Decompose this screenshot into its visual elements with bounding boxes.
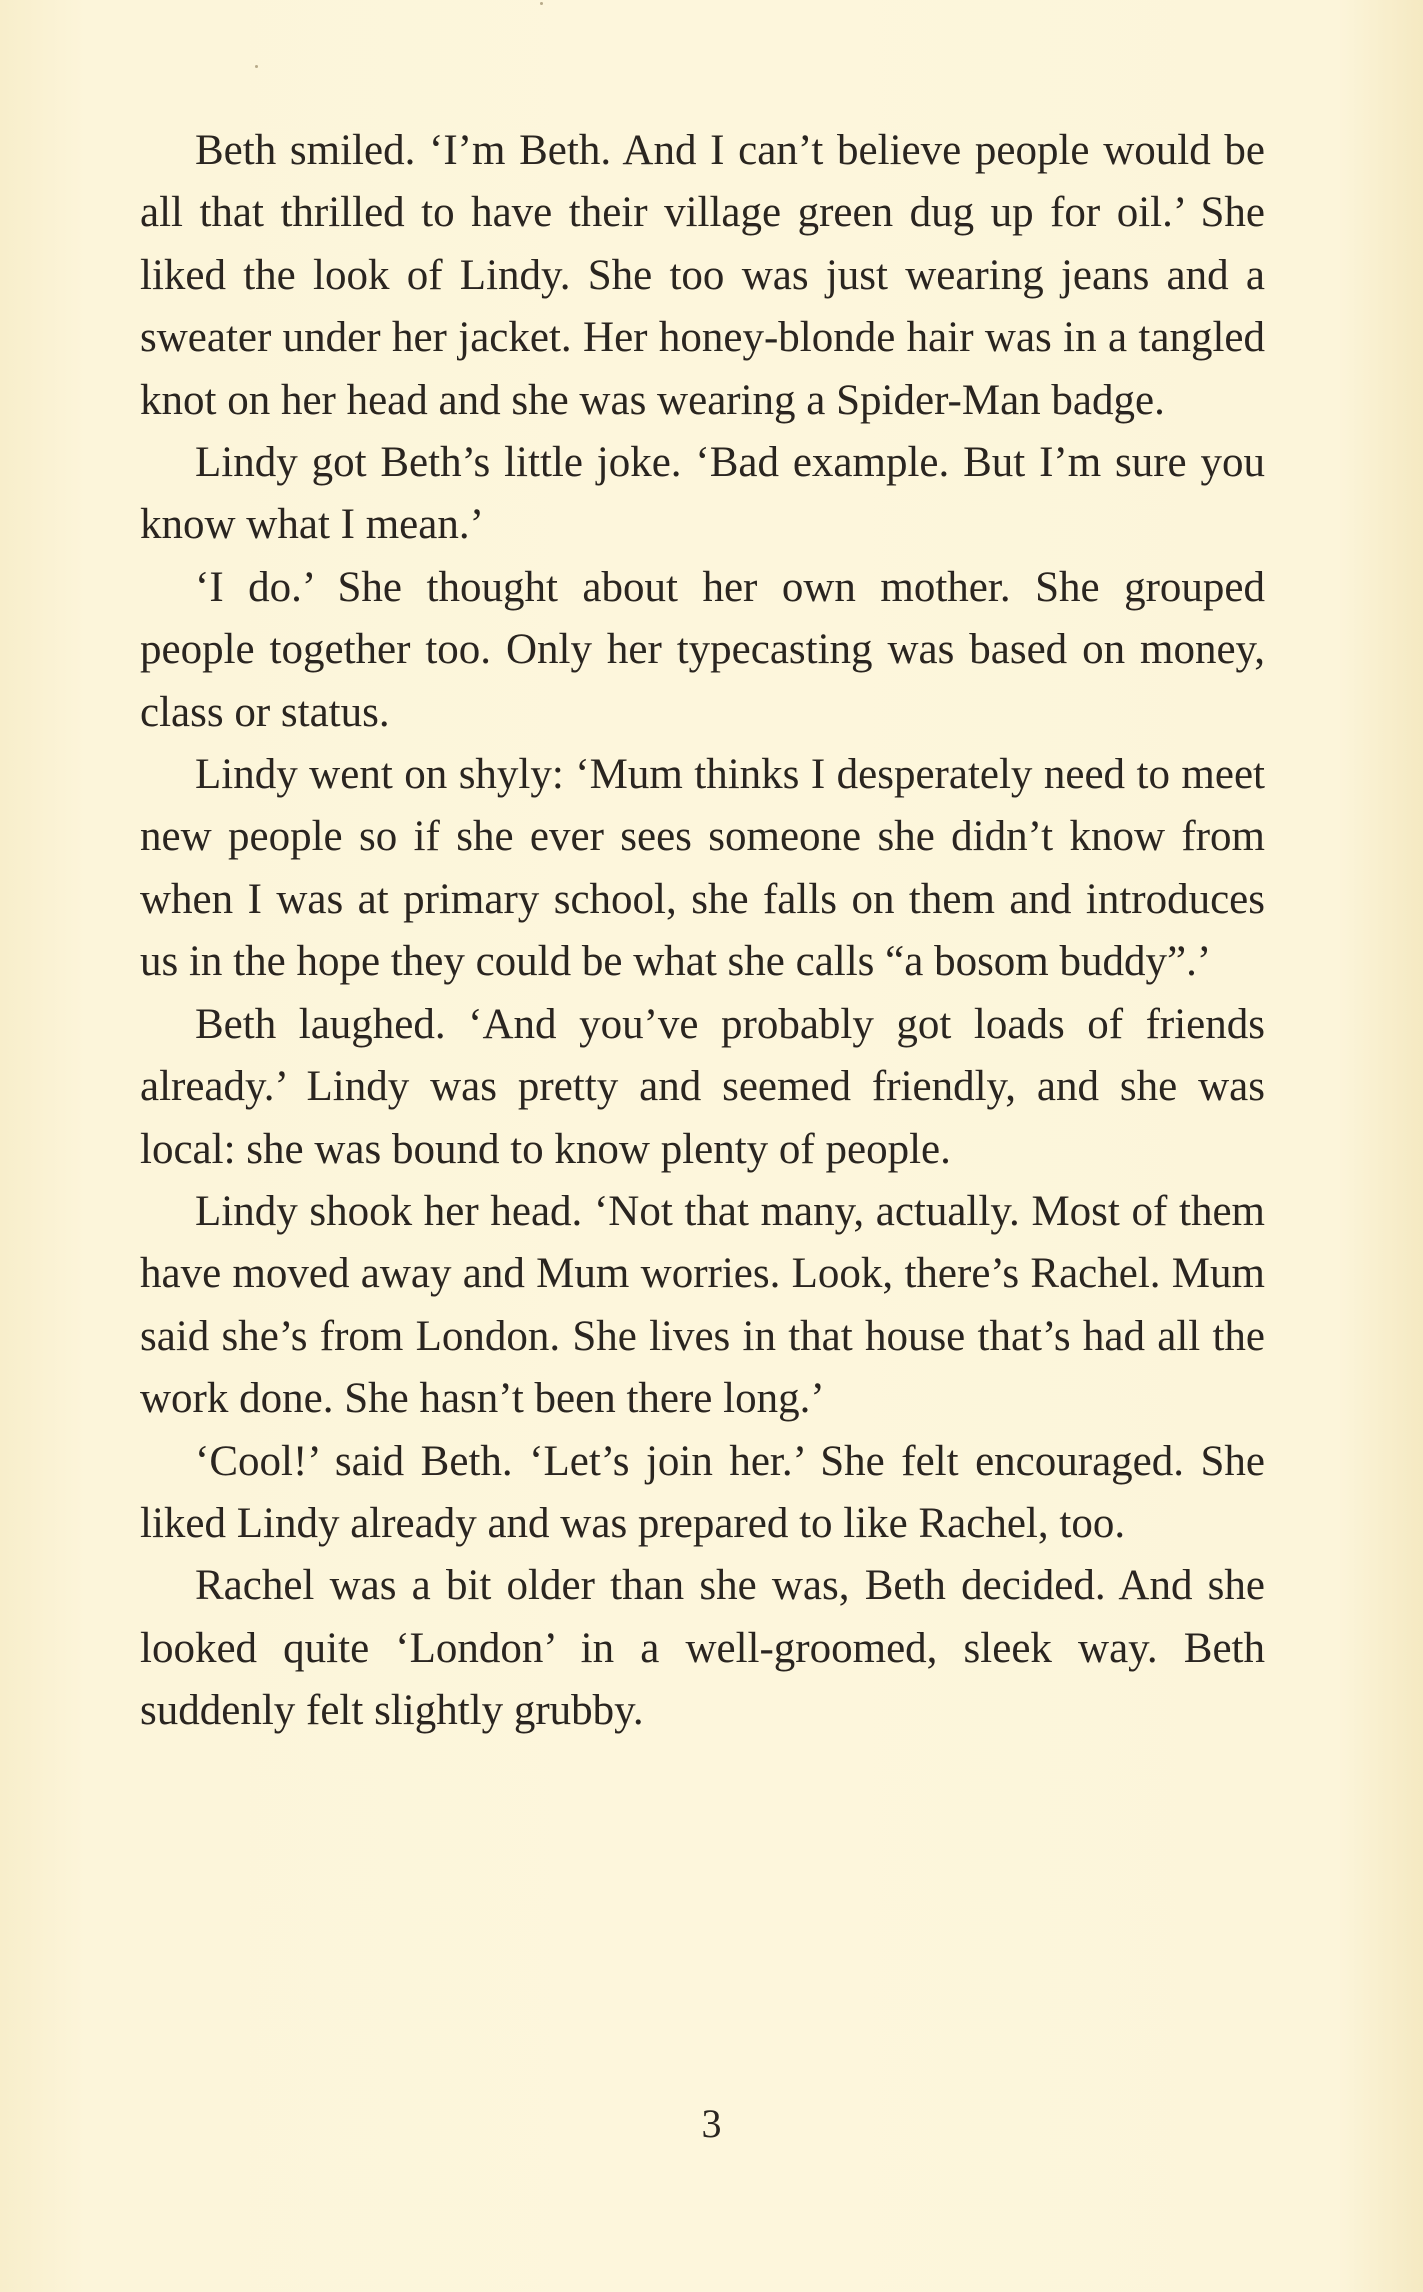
page-number: 3 — [701, 2101, 722, 2146]
paragraph: Rachel was a bit older than she was, Beth decided. And she looked quite ‘London’ in a well-groomed, sleek way. Beth suddenly felt slightly grubby. — [140, 1562, 1265, 1735]
paper-speck — [540, 2, 543, 5]
paragraph: Lindy got Beth’s little joke. ‘Bad example. But I’m sure you know what I mean.’ — [140, 439, 1265, 549]
paragraph: Beth laughed. ‘And you’ve probably got loads of friends already.’ Lindy was pretty and seemed friendly, and she was local: she was bound to know plenty of people. — [140, 1000, 1265, 1173]
paragraph: Lindy shook her head. ‘Not that many, actually. Most of them have moved away and Mum worries. Look, there’s Rachel. Mum said she’s from London. She lives in that house that’s had all the work done. She hasn’t been there long.’ — [140, 1187, 1265, 1423]
paragraph: Beth smiled. ‘I’m Beth. And I can’t believe people would be all that thrilled to have their village green dug up for oil.’ She liked the look of Lindy. She too was just wearing jeans and a sweater under her jacket. Her honey-blonde hair was in a tangled knot on her head and she was wearing a Spider-Man badge. — [140, 127, 1265, 424]
paragraph: ‘Cool!’ said Beth. ‘Let’s join her.’ She felt encouraged. She liked Lindy already and was prepared to like Rachel, too. — [140, 1437, 1265, 1547]
paragraph: Lindy went on shyly: ‘Mum thinks I desperately need to meet new people so if she ever sees someone she didn’t know from when I was at primary school, she falls on them and introduces us in the hope they could be what she calls “a bosom buddy”.’ — [140, 751, 1265, 986]
paper-speck — [255, 65, 258, 68]
paragraph: ‘I do.’ She thought about her own mother. She grouped people together too. Only her typecasting was based on money, class or status. — [140, 563, 1265, 736]
body-text — [140, 120, 1265, 1743]
